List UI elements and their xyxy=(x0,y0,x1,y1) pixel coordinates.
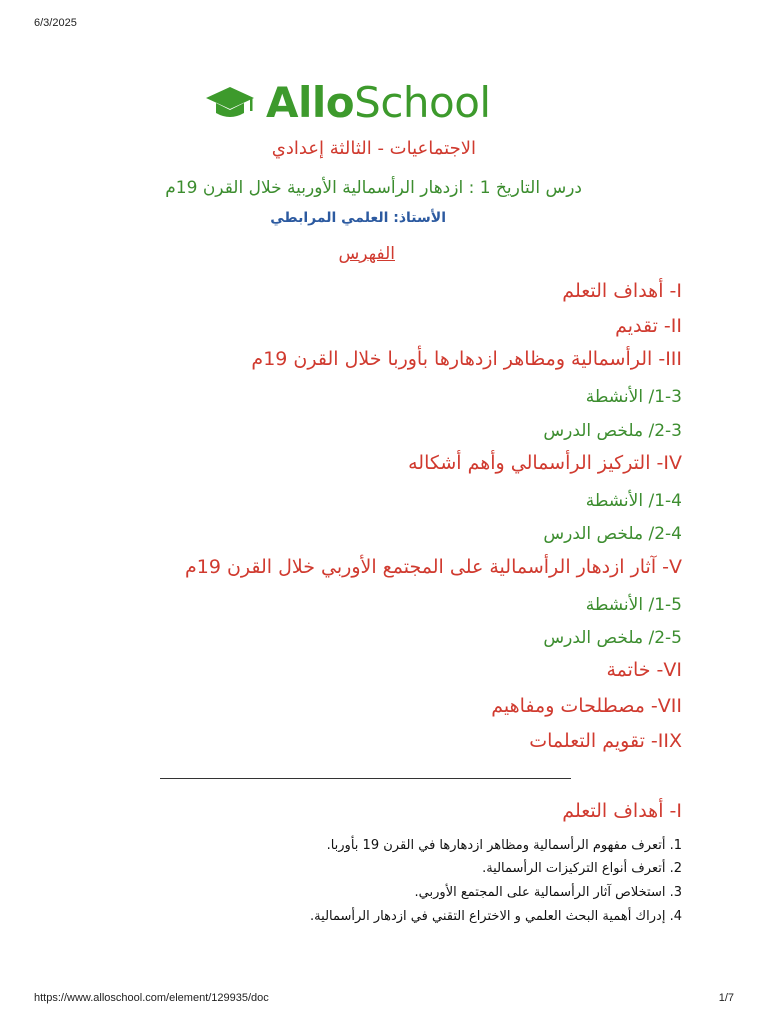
print-page-number: 1/7 xyxy=(718,992,734,1004)
index-title: الفهرس xyxy=(338,244,395,264)
toc-item[interactable]: 2-5/ ملخص الدرس xyxy=(543,628,682,648)
graduation-cap-icon xyxy=(204,83,256,123)
logo-allo: Allo xyxy=(266,78,355,127)
toc-item[interactable]: 1-4/ الأنشطة xyxy=(585,491,682,511)
section-title: I- أهداف التعلم xyxy=(562,800,682,822)
toc-item[interactable]: 2-4/ ملخص الدرس xyxy=(543,524,682,544)
toc-item[interactable]: VI- خاتمة xyxy=(606,659,682,681)
alloschool-logo[interactable] xyxy=(204,78,491,128)
toc-item[interactable]: VII- مصطلحات ومفاهيم xyxy=(491,695,682,717)
toc-item[interactable]: I- أهداف التعلم xyxy=(562,280,682,302)
section-divider xyxy=(160,778,571,779)
toc-item[interactable]: 1-5/ الأنشطة xyxy=(585,595,682,615)
goal-item: 4. إدراك أهمية البحث العلمي و الاختراع التقني في ازدهار الرأسمالية. xyxy=(310,909,682,924)
toc-item[interactable]: III- الرأسمالية ومظاهر ازدهارها بأوربا خلال القرن 19م xyxy=(251,348,682,370)
print-date: 6/3/2025 xyxy=(34,17,77,29)
goal-item: 1. أتعرف مفهوم الرأسمالية ومظاهر ازدهارها في القرن 19 بأوربا. xyxy=(326,838,682,853)
logo-text xyxy=(266,78,491,127)
teacher-name: الأستاذ: العلمي المرابطي xyxy=(270,210,446,226)
toc-item[interactable]: IV- التركيز الرأسمالي وأهم أشكاله xyxy=(408,452,682,474)
subject-title: الاجتماعيات - الثالثة إعدادي xyxy=(271,138,476,159)
toc-item[interactable]: 1-3/ الأنشطة xyxy=(585,387,682,407)
goal-item: 2. أتعرف أنواع التركيزات الرأسمالية. xyxy=(482,861,682,876)
toc-item[interactable]: II- تقديم xyxy=(615,315,682,337)
toc-item[interactable]: IIX- تقويم التعلمات xyxy=(529,730,682,752)
toc-item[interactable]: V- آثار ازدهار الرأسمالية على المجتمع الأوربي خلال القرن 19م xyxy=(184,556,682,578)
goal-item: 3. استخلاص آثار الرأسمالية على المجتمع الأوربي. xyxy=(414,885,682,900)
print-url[interactable]: https://www.alloschool.com/element/129935/doc xyxy=(34,992,269,1004)
lesson-title: درس التاريخ 1 : ازدهار الرأسمالية الأوربية خلال القرن 19م xyxy=(165,178,582,198)
toc-item[interactable]: 2-3/ ملخص الدرس xyxy=(543,421,682,441)
logo-school: School xyxy=(354,78,491,127)
